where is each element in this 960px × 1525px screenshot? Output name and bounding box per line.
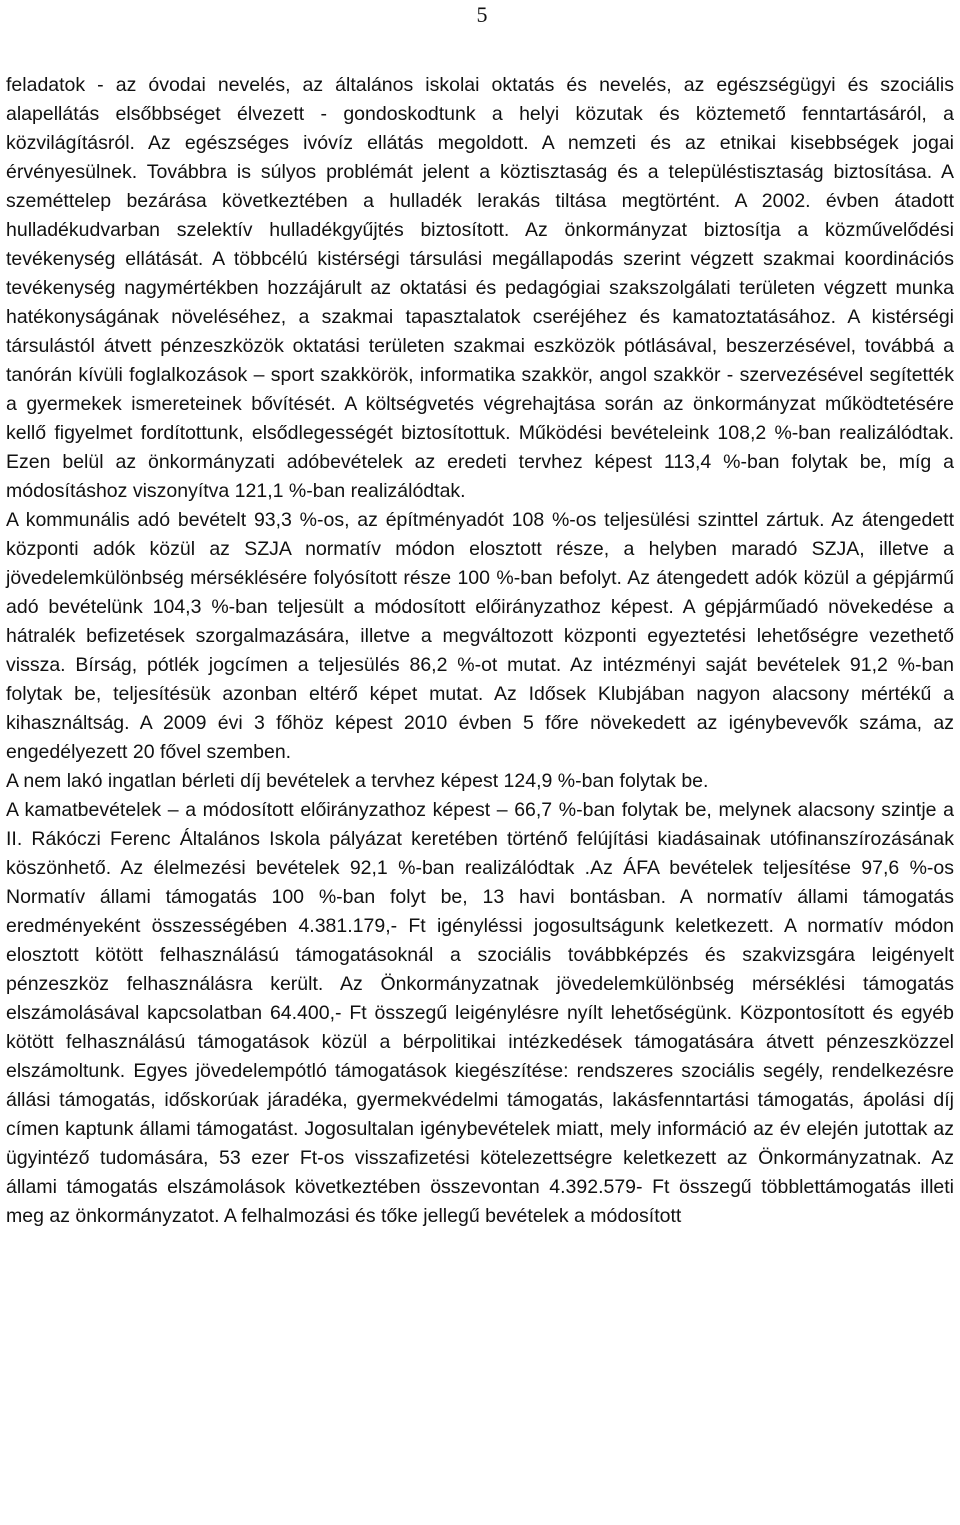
paragraph-1: feladatok - az óvodai nevelés, az általános iskolai oktatás és nevelés, az egészségügyi és szociális alapellátás elsőbbséget élvezett - gondoskodtunk a helyi közutak és köztemető fenntartásáról, a közvilágításról. Az egészséges ivóvíz ellátás megoldott. A nemzeti és az etnikai kisebbségek jogai érvényesülnek. Továbbra is súlyos problémát jelent a köztisztaság és a településtisztaság biztosítása. A szeméttelep bezárása következtében a hulladék lerakás tiltása megtörtént. A 2002. évben átadott hulladékudvarban szelektív hulladékgyűjtés biztosított. Az önkormányzat biztosítja a közművelődési tevékenység ellátását. A többcélú kistérségi társulási megállapodás szerint végzett szakmai koordinációs tevékenység nagymértékben hozzájárult az oktatási és pedagógiai szakszolgálati területen végzett munka hatékonyságának növeléséhez, a szakmai tapasztalatok cseréjéhez és kamatoztatásához. A kistérségi társulástól átvett pénzeszközök oktatási területen szakmai eszközök pótlásával, beszerzésével, továbbá a tanórán kívüli foglalkozások – sport szakkörök, informatika szakkör, angol szakkör - szervezésével segítették a gyermekek ismereteinek bővítését. A költségvetés végrehajtása során az önkormányzat működtetésére kellő figyelmet fordítottunk, elsődlegességét biztosítottuk. Működési bevételeink 108,2 %-ban realizálódtak. Ezen belül az önkormányzati adóbevételek az eredeti tervhez képest 113,4 %-ban folytak be, míg a módosításhoz viszonyítva 121,1 %-ban realizálódtak. (6, 74, 954, 502)
paragraph-4: A kamatbevételek – a módosított előirányzathoz képest – 66,7 %-ban folytak be, melynek alacsony szintje a II. Rákóczi Ferenc Általános Iskola pályázat keretében történő felújítási kiadásainak utófinanszírozásának köszönhető. Az élelmezési bevételek 92,1 %-ban realizálódtak .Az ÁFA bevételek teljesítése 97,6 %-os Normatív állami támogatás 100 %-ban folyt be, 13 havi bontásban. A normatív állami támogatás eredményeként összességében 4.381.179,- Ft igényléssi jogosultságunk keletkezett. A normatív módon elosztott kötött felhasználású támogatásoknál a szociális továbbképzés és szakvizsgára leigényelt pénzeszköz felhasználásra került. Az Önkormányzatnak jövedelemkülönbség mérséklési támogatás elszámolásával kapcsolatban 64.400,- Ft összegű leigénylésre nyílt lehetőségünk. Központosított és egyéb kötött felhasználású támogatások közül a bérpolitikai intézkedések támogatására átvett pénzeszközzel elszámoltunk. Egyes jövedelempótló támogatások kiegészítése: rendszeres szociális segély, rendelkezésre állási támogatás, időskorúak járadéka, gyermekvédelmi támogatás, lakásfenntartási támogatás, ápolási díj címen kaptunk állami támogatást. Jogosultalan igénybevételek miatt, mely információ az év elején jutottak az ügyintéző tudomására, 53 ezer Ft-os visszafizetési kötelezettségre keletkezett az Önkormányzatnak. Az állami támogatás elszámolások következtében összevontan 4.392.579- Ft összegű többlettámogatás illeti meg az önkormányzatot. A felhalmozási és tőke jellegű bevételek a módosított (6, 799, 954, 1227)
paragraph-2: A kommunális adó bevételt 93,3 %-os, az építményadót 108 %-os teljesülési szinttel zártuk. Az átengedett központi adók közül az SZJA normatív módon elosztott része, a helyben maradó SZJA, illetve a jövedelemkülönbség mérséklésére folyósított része 100 %-ban befolyt. Az átengedett adók közül a gépjármű adó bevételünk 104,3 %-ban teljesült a módosított előirányzathoz képest. A gépjárműadó növekedése a hátralék befizetések szorgalmazására, illetve a megváltozott központi egyeztetési lehetőségre vezethető vissza. Bírság, pótlék jogcímen a teljesülés 86,2 %-ot mutat. Az intézményi saját bevételek 91,2 %-ban folytak be, teljesítésük azonban eltérő képet mutat. Az Idősek Klubjában nagyon alacsony mértékű a kihasználtság. A 2009 évi 3 főhöz képest 2010 évben 5 főre növekedett az igénybevevők száma, az engedélyezett 20 fővel szemben. (6, 509, 954, 763)
document-body (6, 71, 954, 1231)
page-number: 5 (476, 2, 488, 27)
paragraph-3: A nem lakó ingatlan bérleti díj bevételek a tervhez képest 124,9 %-ban folytak be. (6, 770, 709, 792)
